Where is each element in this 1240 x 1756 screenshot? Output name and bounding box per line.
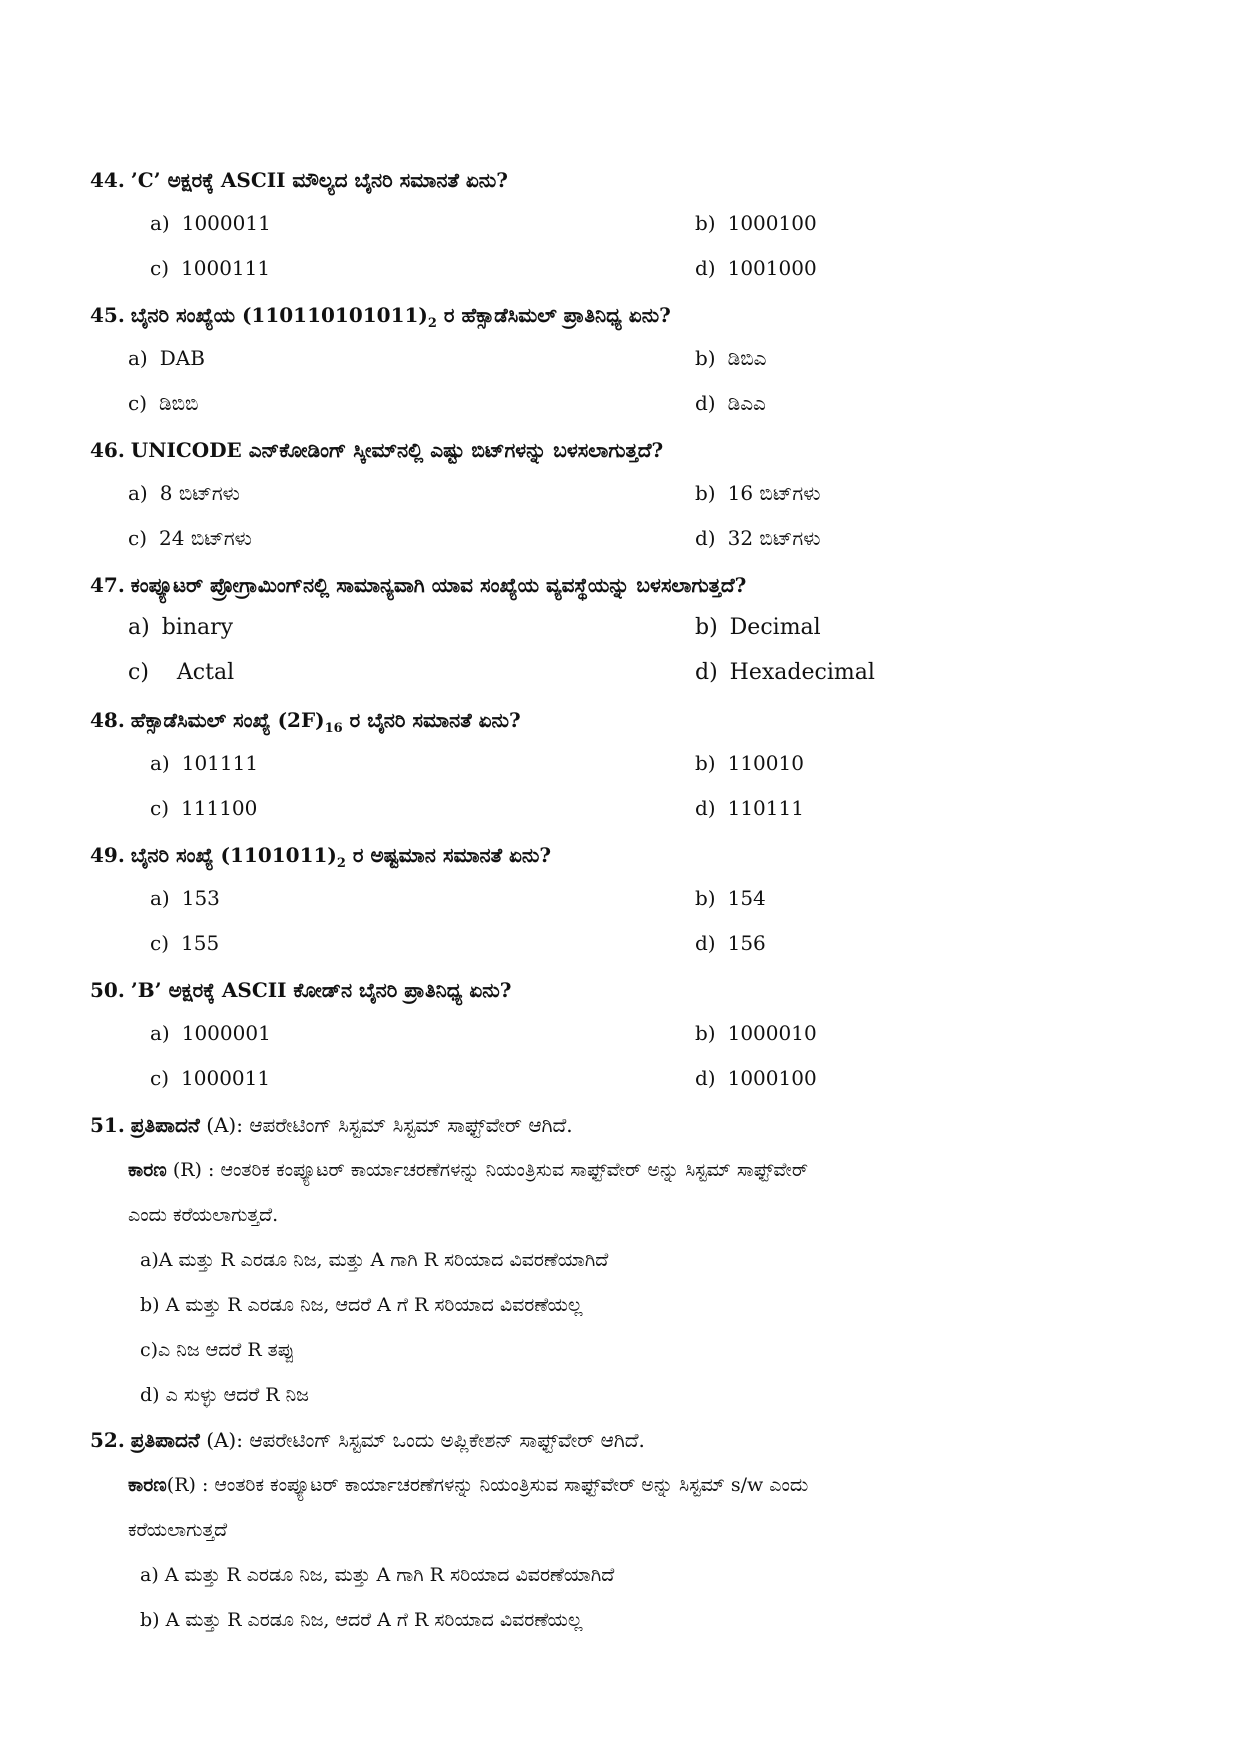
q50-option-a[interactable]: a) 1000001 bbox=[150, 1021, 271, 1045]
q49-option-b[interactable]: b) 154 bbox=[695, 886, 766, 910]
q50-option-d[interactable]: d) 1000100 bbox=[695, 1066, 817, 1090]
q50-option-c[interactable]: c) 1000011 bbox=[150, 1066, 271, 1090]
q48-option-a[interactable]: a) 101111 bbox=[150, 751, 259, 775]
q49-option-c[interactable]: c) 155 bbox=[150, 931, 220, 955]
question-50: 50. ’B’ ಅಕ್ಷರಕ್ಕೆ ASCII ಕೋಡ್‌ನ ಬೈನರಿ ಪ್ರಾತಿನಿಧ್ಯ ಏನು? bbox=[90, 978, 512, 1002]
question-number: 44. bbox=[90, 168, 125, 192]
q45-option-c[interactable]: c) ಡಿಬಿಬಿ bbox=[128, 391, 199, 415]
q46-option-d[interactable]: d) 32 ಬಿಟ್‌ಗಳು bbox=[695, 526, 821, 550]
q47-option-b[interactable]: b) Decimal bbox=[695, 615, 821, 640]
q45-option-b[interactable]: b) ಡಿಬಿಎ bbox=[695, 346, 767, 370]
q51-option-a[interactable]: a)A ಮತ್ತು R ಎರಡೂ ನಿಜ, ಮತ್ತು A ಗಾಗಿ R ಸರಿಯಾದ ವಿವರಣೆಯಾಗಿದೆ bbox=[140, 1249, 609, 1271]
question-49: 49. ಬೈನರಿ ಸಂಖ್ಯೆ $(1101011)_2$ ರ ಅಷ್ಟಮಾನ ಸಮಾನತೆ ಏನು? bbox=[90, 843, 552, 871]
q51-option-c[interactable]: c)ಎ ನಿಜ ಆದರೆ R ತಪ್ಪು bbox=[140, 1339, 295, 1361]
q51-reason-cont: ಎಂದು ಕರೆಯಲಾಗುತ್ತದೆ. bbox=[128, 1204, 279, 1226]
question-45: 45. ಬೈನರಿ ಸಂಖ್ಯೆಯ $(110110101011)_2$ ರ ಹೆಕ್ಸಾಡೆಸಿಮಲ್ ಪ್ರಾತಿನಿಧ್ಯ ಏನು? bbox=[90, 303, 671, 331]
q51-option-b[interactable]: b) A ಮತ್ತು R ಎರಡೂ ನಿಜ, ಆದರೆ A ಗೆ R ಸರಿಯಾದ ವಿವರಣೆಯಲ್ಲ bbox=[140, 1294, 583, 1316]
q44-option-a[interactable]: a) 1000011 bbox=[150, 211, 271, 235]
q47-option-c[interactable]: c) Actal bbox=[128, 660, 235, 685]
question-46: 46. UNICODE ಎನ್‌ಕೋಡಿಂಗ್ ಸ್ಕೀಮ್‌ನಲ್ಲಿ ಎಷ್ಟು ಬಿಟ್‌ಗಳನ್ನು ಬಳಸಲಾಗುತ್ತದೆ? bbox=[90, 438, 664, 462]
q45-option-a[interactable]: a) DAB bbox=[128, 346, 205, 370]
question-44 bbox=[90, 165, 508, 195]
q52-option-b[interactable]: b) A ಮತ್ತು R ಎರಡೂ ನಿಜ, ಆದರೆ A ಗೆ R ಸರಿಯಾದ ವಿವರಣೆಯಲ್ಲ bbox=[140, 1609, 583, 1631]
q51-reason: ಕಾರಣ (R) : ಆಂತರಿಕ ಕಂಪ್ಯೂಟರ್ ಕಾರ್ಯಾಚರಣೆಗಳನ್ನು ನಿಯಂತ್ರಿಸುವ ಸಾಫ್ಟ್‌ವೇರ್ ಅನ್ನು ಸಿಸ್ಟಮ್ ಸಾಫ್ಟ್‌ವೇರ್ bbox=[128, 1159, 809, 1181]
q50-option-b[interactable]: b) 1000010 bbox=[695, 1021, 817, 1045]
q52-reason: ಕಾರಣ(R) : ಆಂತರಿಕ ಕಂಪ್ಯೂಟರ್ ಕಾರ್ಯಾಚರಣೆಗಳನ್ನು ನಿಯಂತ್ರಿಸುವ ಸಾಫ್ಟ್‌ವೇರ್ ಅನ್ನು ಸಿಸ್ಟಮ್ s/w ಎಂದು bbox=[128, 1474, 809, 1496]
q49-option-a[interactable]: a) 153 bbox=[150, 886, 220, 910]
q52-reason-cont: ಕರೆಯಲಾಗುತ್ತದೆ bbox=[128, 1519, 228, 1541]
q47-option-a[interactable]: a) binary bbox=[128, 615, 234, 640]
q44-option-c[interactable]: c) 1000111 bbox=[150, 256, 271, 280]
question-text: ’C’ ಅಕ್ಷರಕ್ಕೆ ASCII ಮೌಲ್ಯದ ಬೈನರಿ ಸಮಾನತೆ ಏನು? bbox=[130, 168, 508, 192]
q47-option-d[interactable]: d) Hexadecimal bbox=[695, 660, 875, 685]
q46-option-b[interactable]: b) 16 ಬಿಟ್‌ಗಳು bbox=[695, 481, 821, 505]
q46-option-c[interactable]: c) 24 ಬಿಟ್‌ಗಳು bbox=[128, 526, 252, 550]
q52-option-a[interactable]: a) A ಮತ್ತು R ಎರಡೂ ನಿಜ, ಮತ್ತು A ಗಾಗಿ R ಸರಿಯಾದ ವಿವರಣೆಯಾಗಿದೆ bbox=[140, 1564, 615, 1586]
q51-option-d[interactable]: d) ಎ ಸುಳ್ಳು ಆದರೆ R ನಿಜ bbox=[140, 1384, 309, 1406]
question-47: 47. ಕಂಪ್ಯೂಟರ್ ಪ್ರೋಗ್ರಾಮಿಂಗ್‌ನಲ್ಲಿ ಸಾಮಾನ್ಯವಾಗಿ ಯಾವ ಸಂಖ್ಯೆಯ ವ್ಯವಸ್ಥೆಯನ್ನು ಬಳಸಲಾಗುತ್ತದೆ? bbox=[90, 573, 747, 597]
q48-option-c[interactable]: c) 111100 bbox=[150, 796, 258, 820]
question-51: 51. ಪ್ರತಿಪಾದನೆ (A): ಆಪರೇಟಿಂಗ್ ಸಿಸ್ಟಮ್ ಸಿಸ್ಟಮ್ ಸಾಫ್ಟ್‌ವೇರ್ ಆಗಿದೆ. bbox=[90, 1113, 573, 1137]
question-52: 52. ಪ್ರತಿಪಾದನೆ (A): ಆಪರೇಟಿಂಗ್ ಸಿಸ್ಟಮ್ ಒಂದು ಅಪ್ಲಿಕೇಶನ್ ಸಾಫ್ಟ್‌ವೇರ್ ಆಗಿದೆ. bbox=[90, 1428, 645, 1452]
q46-option-a[interactable]: a) 8 ಬಿಟ್‌ಗಳು bbox=[128, 481, 240, 505]
q44-option-b[interactable]: b) 1000100 bbox=[695, 211, 817, 235]
q44-option-d[interactable]: d) 1001000 bbox=[695, 256, 817, 280]
q45-option-d[interactable]: d) ಡಿಎಎ bbox=[695, 391, 766, 415]
q48-option-b[interactable]: b) 110010 bbox=[695, 751, 804, 775]
q49-option-d[interactable]: d) 156 bbox=[695, 931, 766, 955]
question-48: 48. ಹೆಕ್ಸಾಡೆಸಿಮಲ್ ಸಂಖ್ಯೆ $(2F)_{16}$ ರ ಬೈನರಿ ಸಮಾನತೆ ಏನು? bbox=[90, 708, 521, 736]
q48-option-d[interactable]: d) 110111 bbox=[695, 796, 804, 820]
